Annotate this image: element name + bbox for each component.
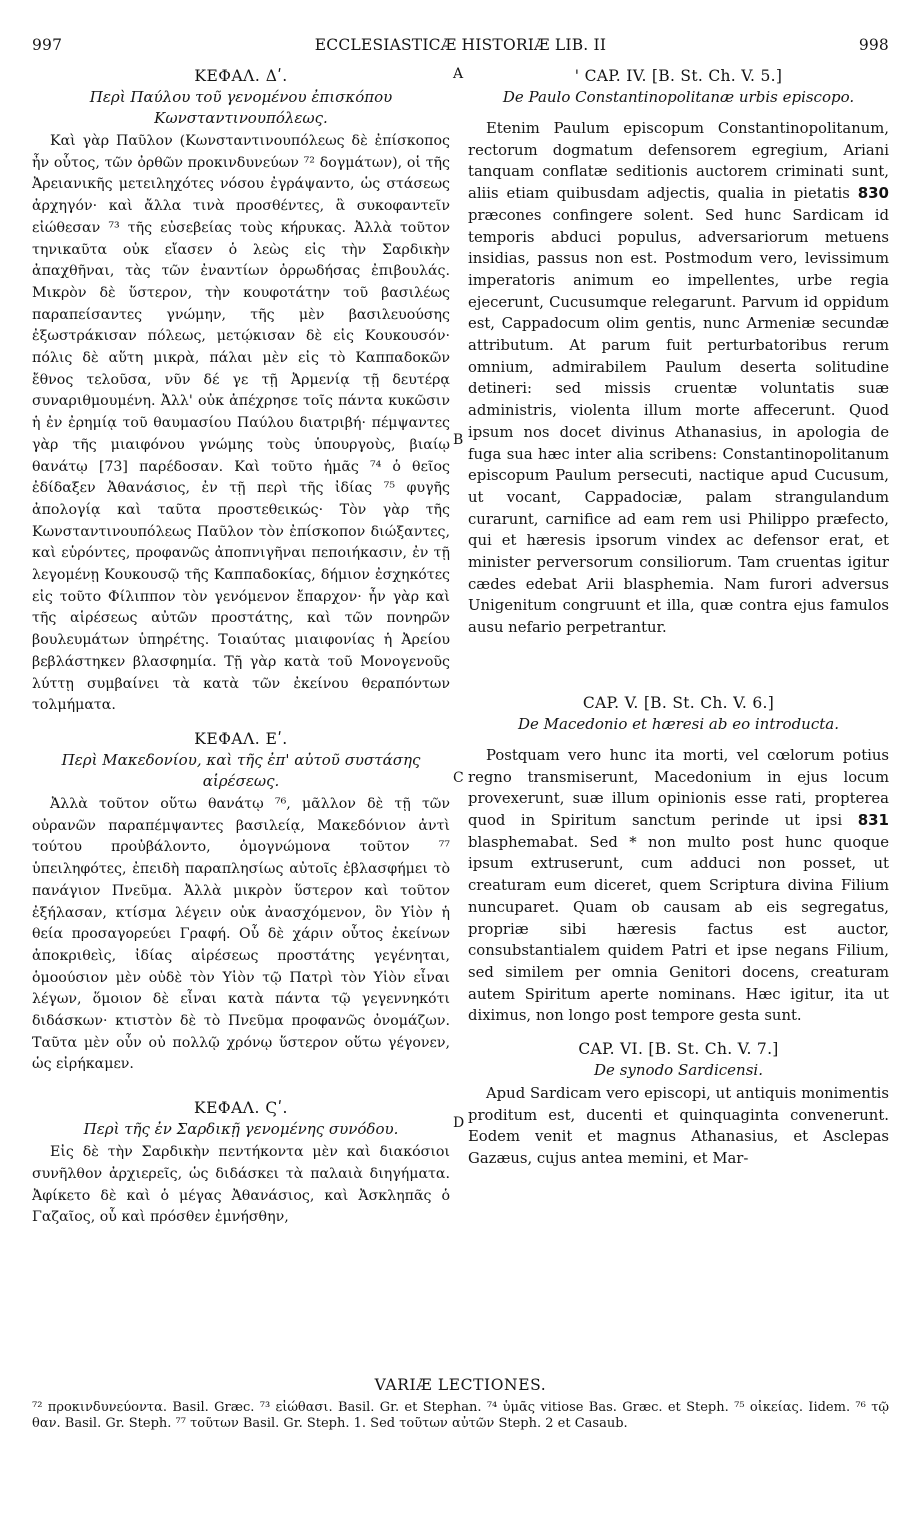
paragraph: Καὶ γὰρ Παῦλον (Κωνσταντινουπόλεως δὲ ἐπίσκοπος ἦν οὗτος, τῶν ὀρθῶν προκινδυνεύων ⁷² δογμάτων), οἱ τῆς Ἀρειανικῆς μετειληχότες νόσου ἐγράψαντο, ὡς στάσεως ἀρχηγόν· καὶ ἄλλα τινὰ προσθέντες, ἃ συκοφαντεῖν εἰώθεσαν ⁷³ τῆς εὐσεβείας τοὺς κήρυκας. Ἀλλὰ τοῦτον τηνικαῦτα οὐκ εἴασεν ὁ λεὼς εἰς τὴν Σαρδικὴν ἀπαχθῆναι, τὰς τῶν ἐναντίων ὀρρωδήσας ἐπιβουλάς. Μικρὸν δὲ ὕστερον, τὴν κουφοτάτην τοῦ βασιλέως παραπείσαντες γνώμην, τῆς μὲν βασιλευούσης ἐξωστράκισαν πόλεως, μετῴκισαν δὲ εἰς Κουκουσόν· πόλις δὲ αὕτη μικρὰ, πάλαι μὲν εἰς τὸ Καππαδοκῶν ἔθνος τελοῦσα, νῦν δέ γε τῇ Ἀρμενίᾳ τῇ δευτέρᾳ συναριθμουμένη. Ἀλλ' οὐκ ἀπέχρησε τοῖς πάντα κυκῶσιν ἡ ἐν ἐρημίᾳ τοῦ θαυμασίου Παύλου διατριβή· πέμψαντες γὰρ τῆς μιαιφόνου γνώμης τοὺς ὑπουργοὺς, βιαίῳ θανάτῳ [73] παρέδοσαν. Καὶ τοῦτο ἡμᾶς ⁷⁴ ὁ θεῖος ἐδίδαξεν Ἀθανάσιος, ἐν τῇ περὶ τῆς ἰδίας ⁷⁵ φυγῆς ἀπολογίᾳ καὶ ταῦτα προστεθεικώς· Τὸν γὰρ τῆς Κωνσταντινουπόλεως Παῦλον τὸν ἐπίσκοπον διώξαντες, καὶ εὑρόντες, προφανῶς ἀποπνιγῆναι πεποιήκασιν, ἐν τῇ λεγομένῃ Κουκουσῷ τῆς Καππαδοκίας, δήμιον ἐσχηκότες εἰς τοῦτο Φίλιππον τὸν γενόμενον ἔπαρχον· ἦν γὰρ καὶ τῆς αἱρέσεως αὐτῶν προστάτης, καὶ τῶν πονηρῶν βουλευμάτων ὑπηρέτης. Τοιαύτας μιαιφονίας ἡ Ἀρείου βεβλάστηκεν βλασφημία. Τῇ γὰρ κατὰ τοῦ Μονογενοῦς λύττῃ συμβαίνει τὰ κατὰ τῶν ἐκείνου θεραπόντων τολμήματα. <box>32 133 450 714</box>
margin-letter-b: B <box>453 432 464 448</box>
chapter-subtitle: Περὶ τῆς ἐν Σαρδικῇ γενομένης συνόδου. <box>83 1120 399 1139</box>
latin-column <box>468 66 889 1170</box>
text-run: Apud Sardicam vero episcopi, ut antiquis monimentis proditum est, ducenti et quinquaginta convenerunt. Eodem venit et magnus Athanasius, et Asclepas Gazæus, cujus antea memini, et Mar- <box>468 1085 889 1168</box>
paragraph <box>468 1083 889 1170</box>
latin-chapter-4 <box>468 66 889 639</box>
page-marker: 831 <box>857 810 889 829</box>
running-head <box>32 36 889 58</box>
page-marker: 830 <box>857 184 889 203</box>
margin-letter-a: A <box>453 66 464 82</box>
chapter-subtitle: De Macedonio et hæresi ab eo introducta. <box>518 714 839 733</box>
footnotes <box>32 1376 889 1431</box>
text-run: Postquam vero hunc ita morti, vel cœlorum potius regno transmiserunt, Macedonium in ejus locum provexerunt, suæ illum opinionis esse rati, propterea quod in Spiritum sanctum perinde ut ipsi <box>468 746 889 829</box>
greek-chapter-5 <box>32 729 450 1076</box>
chapter-subtitle: Περὶ Παύλου τοῦ γενομένου ἐπισκόπου Κωνσταντινουπόλεως. <box>89 88 393 127</box>
paragraph: Ἀλλὰ τοῦτον οὕτω θανάτῳ ⁷⁶, μᾶλλον δὲ τῇ τῶν οὐρανῶν παραπέμψαντες βασιλείᾳ, Μακεδόνιον ἀντὶ τούτου προὐβάλοντο, ὁμογνώμονα τοῦτον ⁷⁷ ὑπειληφότες, ἐπειδὴ παραπλησίως αὐτοῖς ἐβλασφήμει τὸ πανάγιον Πνεῦμα. Ἀλλὰ μικρὸν ὕστερον καὶ τοῦτον ἐξήλασαν, κτίσμα λέγειν οὐκ ἀνασχόμενον, ὃν Υἱὸν ἡ θεία προσαγορεύει Γραφή. Οὗ δὲ χάριν οὗτος ἐκείνων ἀποκριθεὶς, ἰδίας αἱρέσεως προστάτης γεγένηται, ὁμοούσιον μὲν οὐδὲ τὸν Υἱὸν τῷ Πατρὶ τὸν Υἱὸν εἶναι λέγων, ὅμοιον δὲ εἶναι κατὰ πάντα τῷ γεγεννηκότι διδάσκων· κτιστὸν δὲ τὸ Πνεῦμα προφανῶς ὀνομάζων. Ταῦτα μὲν οὖν οὐ πολλῷ χρόνῳ ὕστερον οὕτω γέγονεν, ὡς εἰρήκαμεν. <box>32 795 450 1073</box>
chapter-subtitle: De synodo Sardicensi. <box>594 1061 763 1080</box>
paragraph <box>468 118 889 639</box>
chapter-heading: ΚΕΦΑΛ. Εʹ. <box>194 729 288 748</box>
paragraph: Εἰς δὲ τὴν Σαρδικὴν πεντήκοντα μὲν καὶ διακόσιοι συνῆλθον ἀρχιερεῖς, ὡς διδάσκει τὰ παλαιὰ διηγήματα. Ἀφίκετο δὲ καὶ ὁ μέγας Ἀθανάσιος, καὶ Ἀσκληπᾶς ὁ Γαζαῖος, οὗ καὶ πρόσθεν ἐμνήσθην, <box>32 1144 450 1226</box>
chapter-heading: ΚΕΦΑΛ. Ϛʹ. <box>194 1099 288 1118</box>
chapter-subtitle: Περὶ Μακεδονίου, καὶ τῆς ἐπ' αὐτοῦ συστάσης αἱρέσεως. <box>61 750 421 790</box>
chapter-heading: CAP. VI. [B. St. Ch. V. 7.] <box>578 1040 779 1059</box>
text-run: præcones confingere solent. Sed hunc Sardicam id temporis abduci populus, adversariorum metuens insidias, passus non est. Postmodum vero, levissimum imperatoris animum eo impellentes, urbe regia ejecerunt, Cucusumque relegarunt. Parvum id oppidum est, Cappadocum olim gentis, nunc Armeniæ secundæ attributum. At parum fuit perturbatoribus rerum omnium, admirabilem Paulum deserta solitudine detineri: sed missis cruentæ voluntatis suæ administris, violenta illum morte affecerunt. Quod ipsum nos docet divinus Athanasius, in apologia de fuga sua hæc inter alia scribens: Constantinopolitanum episcopum Paulum persecuti, nactique apud Cucusum, ut vocant, Cappadociæ, palam strangulandum curarunt, carnifice ad eam rem usi Philippo præfecto, qui et hæresis ipsorum vindex ac defensor erat, et minister perversorum consiliorum. Tam cruentas igitur cædes edebat Arii blasphemia. Nam furori adversus Unigenitum congruunt et illa, quæ contra ejus famulos ausu nefario perpetrantur. <box>468 206 889 637</box>
chapter-heading: CAP. V. [B. St. Ch. V. 6.] <box>582 693 775 712</box>
running-title: ECCLESIASTICÆ HISTORIÆ LIB. II <box>314 36 607 54</box>
text-run: Etenim Paulum episcopum Constantinopolitanum, rectorum dogmatum defensorem egregium, Ariani tanquam conflatæ seditionis auctorem criminati sunt, aliis etiam quibusdam adjectis, qualia in pietatis <box>468 120 889 203</box>
chapter-heading: ' CAP. IV. [B. St. Ch. V. 5.] <box>574 67 783 85</box>
chapter-heading: ΚΕΦΑΛ. Δʹ. <box>194 67 288 85</box>
footnotes-text: ⁷² προκινδυνεύοντα. Basil. Græc. ⁷³ εἰώθασι. Basil. Gr. et Stephan. ⁷⁴ ὑμᾶς vitiose Bas. Græc. et Steph. ⁷⁵ οἰκείας. Iidem. ⁷⁶ τῷ θαν. Basil. Gr. Steph. ⁷⁷ τοῦτων Basil. Gr. Steph. 1. Sed τοῦτων αὐτῶν Steph. 2 et Casaub. <box>32 1400 889 1431</box>
paragraph <box>468 745 889 1027</box>
greek-column <box>32 66 450 1229</box>
margin-letter-d: D <box>453 1115 465 1131</box>
margin-letter-c: C <box>453 770 464 786</box>
chapter-subtitle: De Paulo Constantinopolitanæ urbis episcopo. <box>502 88 855 106</box>
greek-chapter-6 <box>32 1098 450 1229</box>
text-run: blasphemabat. Sed * non multo post hunc quoque ipsum extruserunt, cum adduci non posset, ut creaturam eum diceret, quem Scriptura divina Filium nuncuparet. Quam ob causam ab eis segregatus, propriæ sibi hæresis factus est auctor, consubstantialem quidem Patri et ipse negans Filium, sed similem per omnia Genitori docens, creaturam autem Spiritum aperte nominans. Hæc igitur, ita ut diximus, non longo post tempore gesta sunt. <box>468 833 889 1025</box>
latin-chapter-5 <box>468 693 889 1027</box>
page-number-left: 997 <box>32 36 63 54</box>
latin-chapter-6 <box>468 1039 889 1170</box>
greek-chapter-4 <box>32 66 450 717</box>
page-number-right: 998 <box>858 36 889 54</box>
footnotes-title: VARIÆ LECTIONES. <box>374 1376 547 1394</box>
